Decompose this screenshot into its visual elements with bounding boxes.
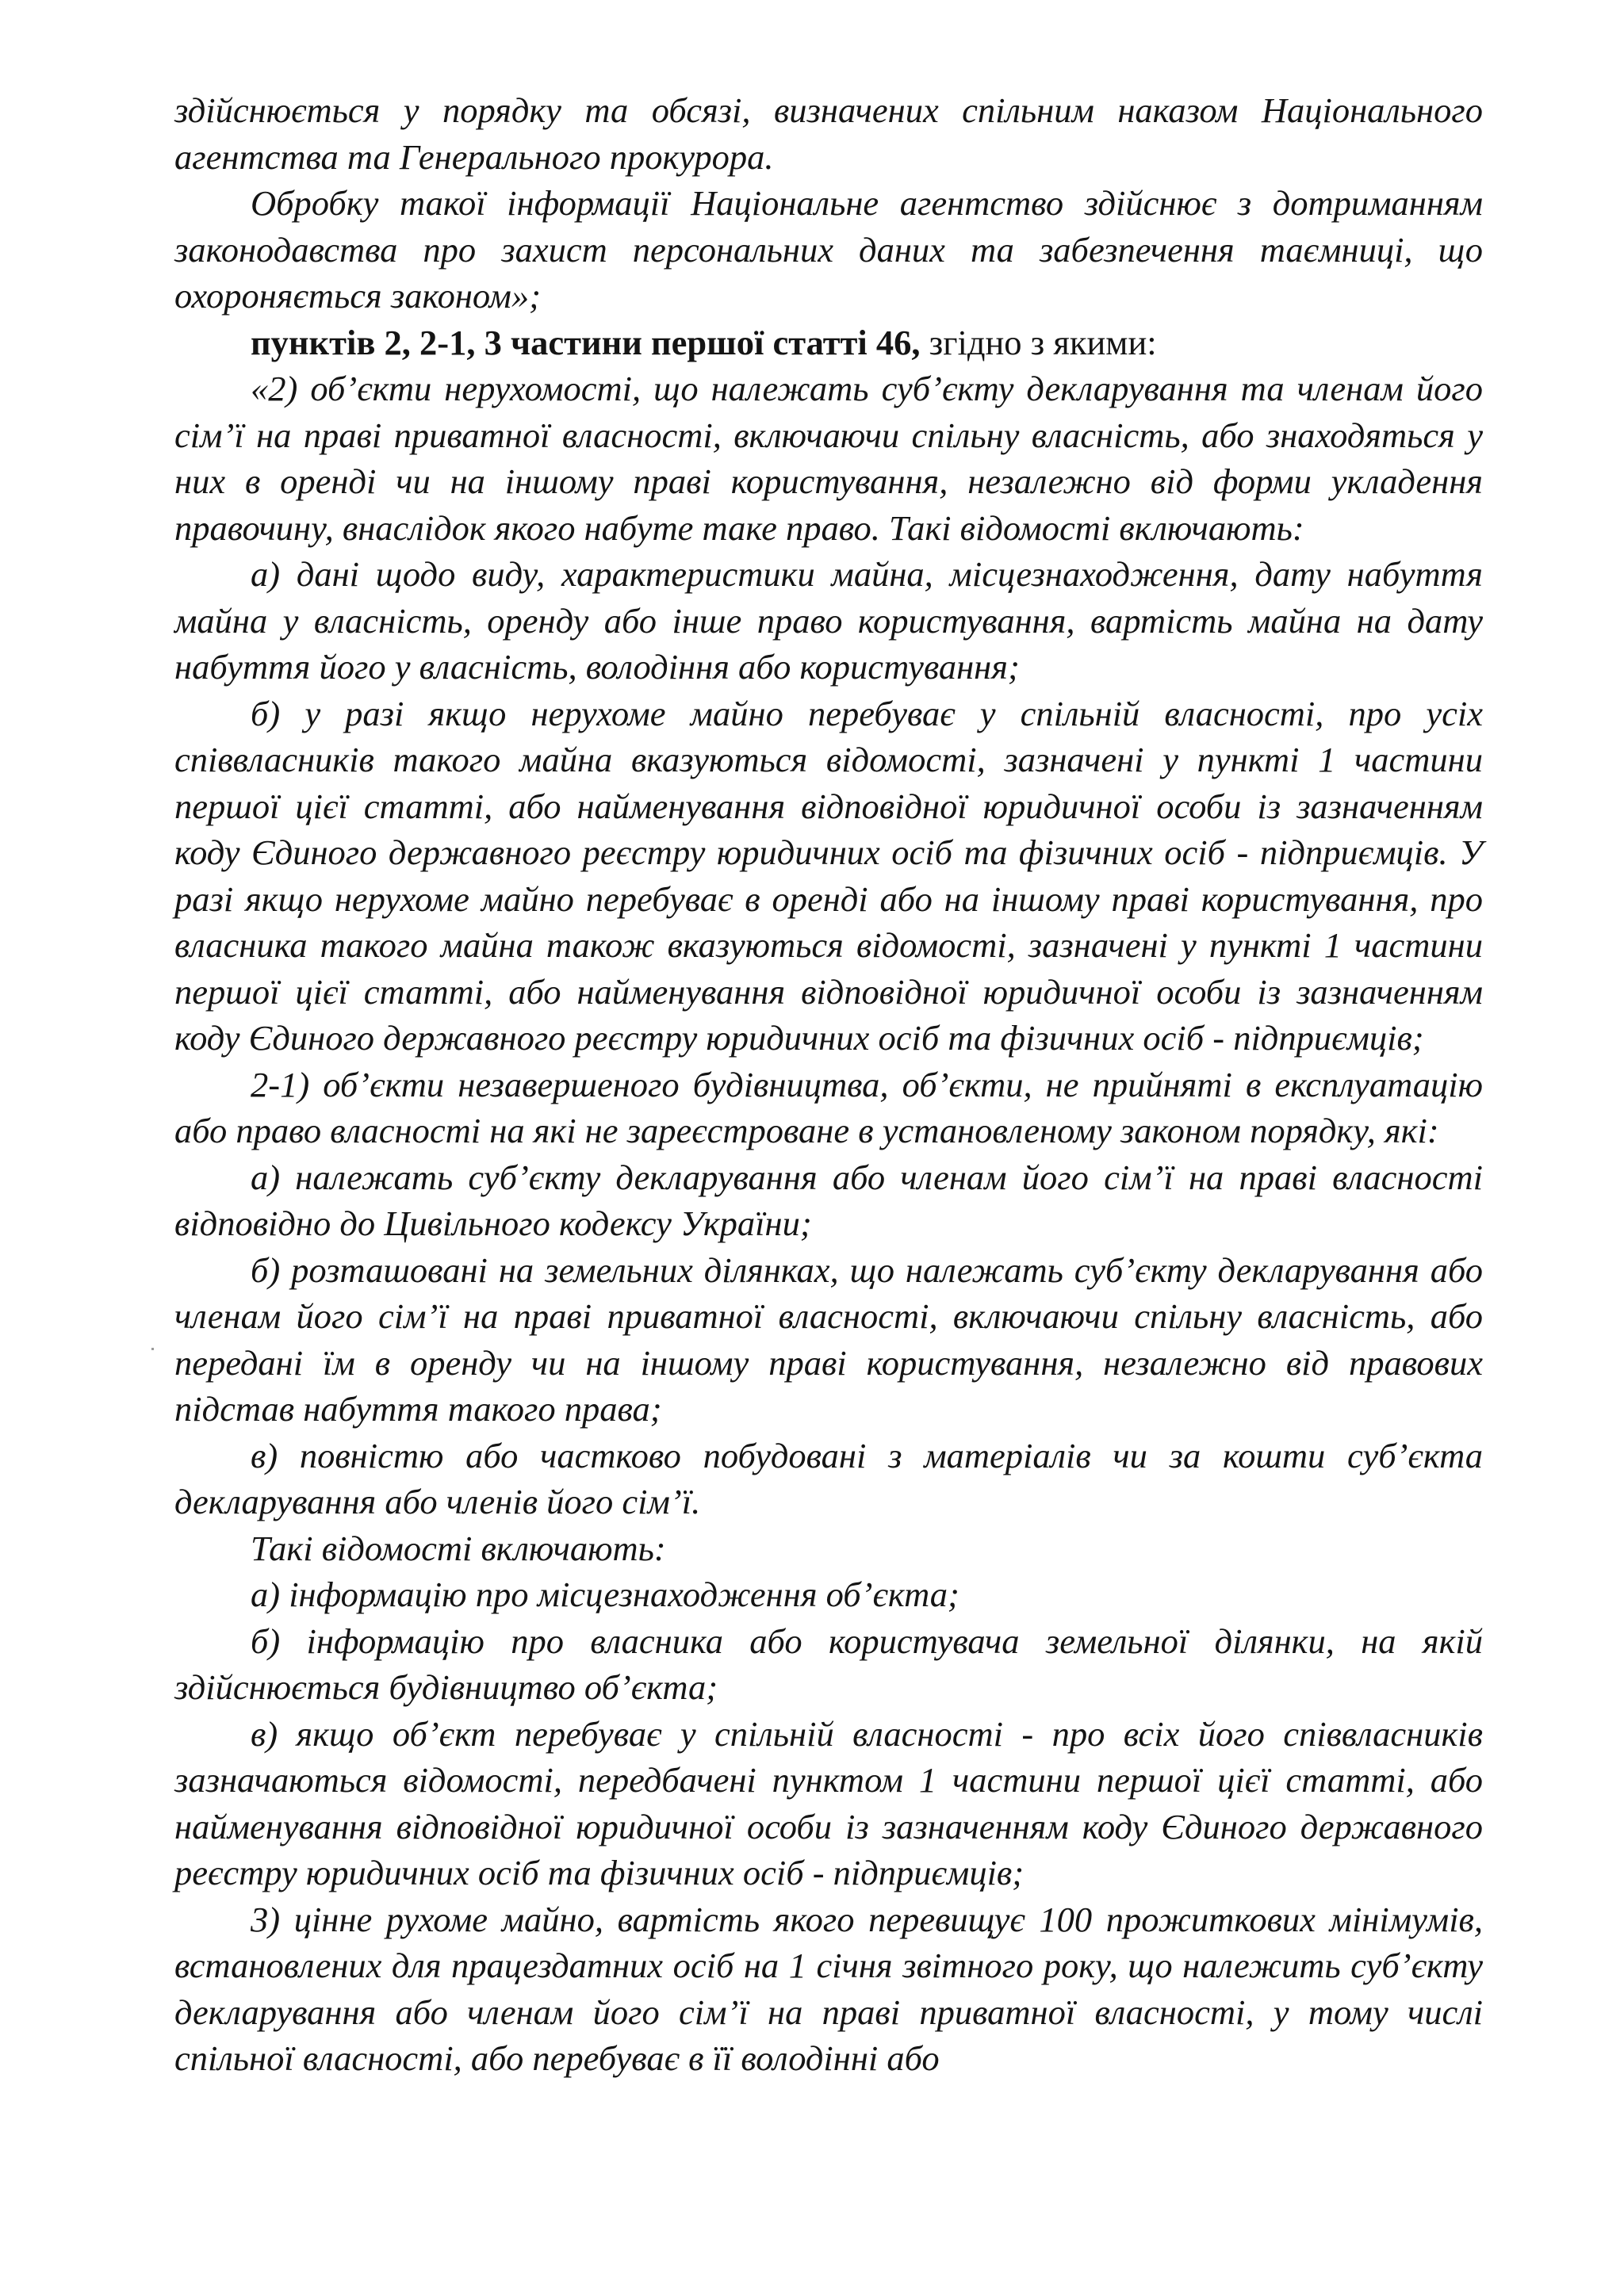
paragraph: 2-1) об’єкти незавершеного будівництва, об’єкти, не прийняті в експлуатацію або право власності на які не зареєстроване в установленому законом порядку, які: [174,1064,1483,1150]
paragraph: б) інформацію про власника або користувача земельної ділянки, на якій здійснюється будівництво об’єкта; [174,1621,1483,1707]
paragraph: в) якщо об’єкт перебуває у спільній власності - про всіх його співвласників зазначаються відомості, передбачені пунктом 1 частини першої цієї статті, або найменування відповідної юридичної особи із зазначенням коду Єдиного державного реєстру юридичних осіб та фізичних осіб - підприємців; [174,1713,1483,1892]
paragraph: здійснюється у порядку та обсязі, визначених спільним наказом Національного агентства та Генерального прокурора. [174,90,1483,177]
paragraph: Обробку такої інформації Національне агентство здійснює з дотриманням законодавства про захист персональних даних та забезпечення таємниці, що охороняється законом»; [174,183,1483,316]
paragraph: а) належать суб’єкту декларування або членам його сім’ї на праві власності відповідно до Цивільного кодексу України; [174,1157,1483,1243]
paragraph: «2) об’єкти нерухомості, що належать суб’єкту декларування та членам його сім’ї на праві приватної власності, включаючи спільну власність, або знаходяться у них в оренді чи на іншому праві користування, незалежно від форми укладення правочину, внаслідок якого набуте таке право. Такі відомості включають: [174,369,1483,548]
paragraph: в) повністю або частково побудовані з матеріалів чи за кошти суб’єкта декларування або членів його сім’ї. [174,1435,1483,1521]
section-heading [174,320,1483,366]
paragraph: а) інформацію про місцезнаходження об’єкта; [251,1575,959,1614]
scan-speck [151,1348,154,1350]
paragraph: б) у разі якщо нерухоме майно перебуває у спільній власності, про усіх співвласників такого майна вказуються відомості, зазначені у пункті 1 частини першої цієї статті, або найменування відповідної юридичної особи із зазначенням коду Єдиного державного реєстру юридичних осіб та фізичних осіб - підприємців. У разі якщо нерухоме майно перебуває в оренді або на іншому праві користування, про власника такого майна також вказуються відомості, зазначені у пункті 1 частини першої цієї статті, або найменування відповідної юридичної особи із зазначенням коду Єдиного державного реєстру юридичних осіб та фізичних осіб - підприємців; [174,693,1483,1058]
paragraph: 3) цінне рухоме майно, вартість якого перевищує 100 прожиткових мінімумів, встановлених для працездатних осіб на 1 січня звітного року, що належить суб’єкту декларування або членам його сім’ї на праві приватної власності, у тому числі спільної власності, або перебуває в її володінні або [174,1899,1483,2078]
heading-bold-text: пунктів 2, 2-1, 3 частини першої статті 46, [251,322,921,362]
paragraph: а) дані щодо виду, характеристики майна, місцезнаходження, дату набуття майна у власність, оренду або інше право користування, вартість майна на дату набуття його у власність, володіння або користування; [174,554,1483,687]
paragraph: Такі відомості включають: [251,1528,666,1568]
document-body [174,87,1483,2082]
paragraph: б) розташовані на земельних ділянках, що належать суб’єкту декларування або членам його сім’ї на праві приватної власності, включаючи спільну власність, або передані їм в оренду чи на іншому праві користування, незалежно від правових підстав набуття такого права; [174,1249,1483,1429]
heading-plain-text: згідно з якими: [920,322,1157,362]
